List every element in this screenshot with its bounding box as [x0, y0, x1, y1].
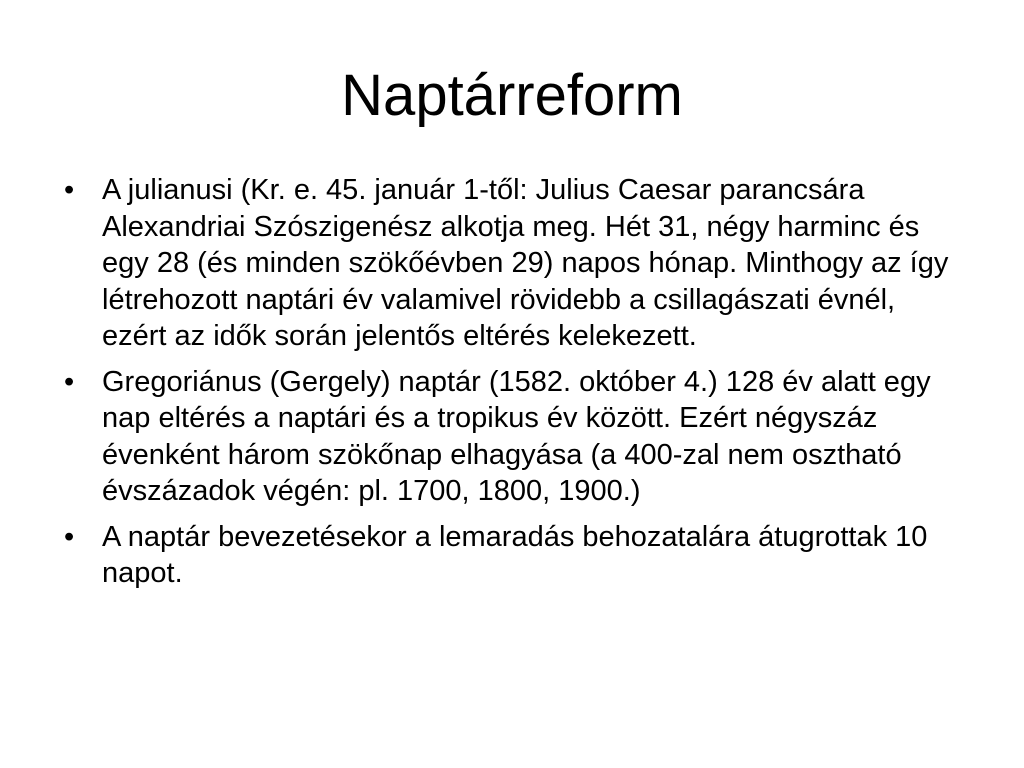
- slide-title: Naptárreform: [341, 63, 683, 128]
- bullet-item-gregorian: [60, 364, 960, 510]
- bullet-list: [60, 172, 960, 601]
- bullet-text: A julianusi (Kr. e. 45. január 1-től: Julius Caesar parancsára Alexandriai Szószigenész alkotja meg. Hét 31, négy harminc és egy 28 (és minden szökőévben 29) napos hónap. Minthogy az így létrehozott naptári év valamivel rövidebb a csillagászati évnél, ezért az idők során jelentős eltérés kelekezett.: [102, 174, 949, 352]
- bullet-marker: •: [64, 174, 75, 206]
- bullet-text: A naptár bevezetésekor a lemaradás behozatalára átugrottak 10 napot.: [102, 520, 928, 589]
- bullet-marker: •: [64, 520, 75, 553]
- bullet-text: Gregoriánus (Gergely) naptár (1582. október 4.) 128 év alatt egy nap eltérés a naptári és a tropikus év között. Ezért négyszáz évenként három szökőnap elhagyása (a 400-zal nem osztható évszázadok végén: pl. 1700, 1800, 1900.): [102, 365, 931, 507]
- bullet-item-introduction: [60, 519, 960, 592]
- bullet-item-julian: [60, 172, 960, 355]
- bullet-marker: •: [64, 365, 75, 398]
